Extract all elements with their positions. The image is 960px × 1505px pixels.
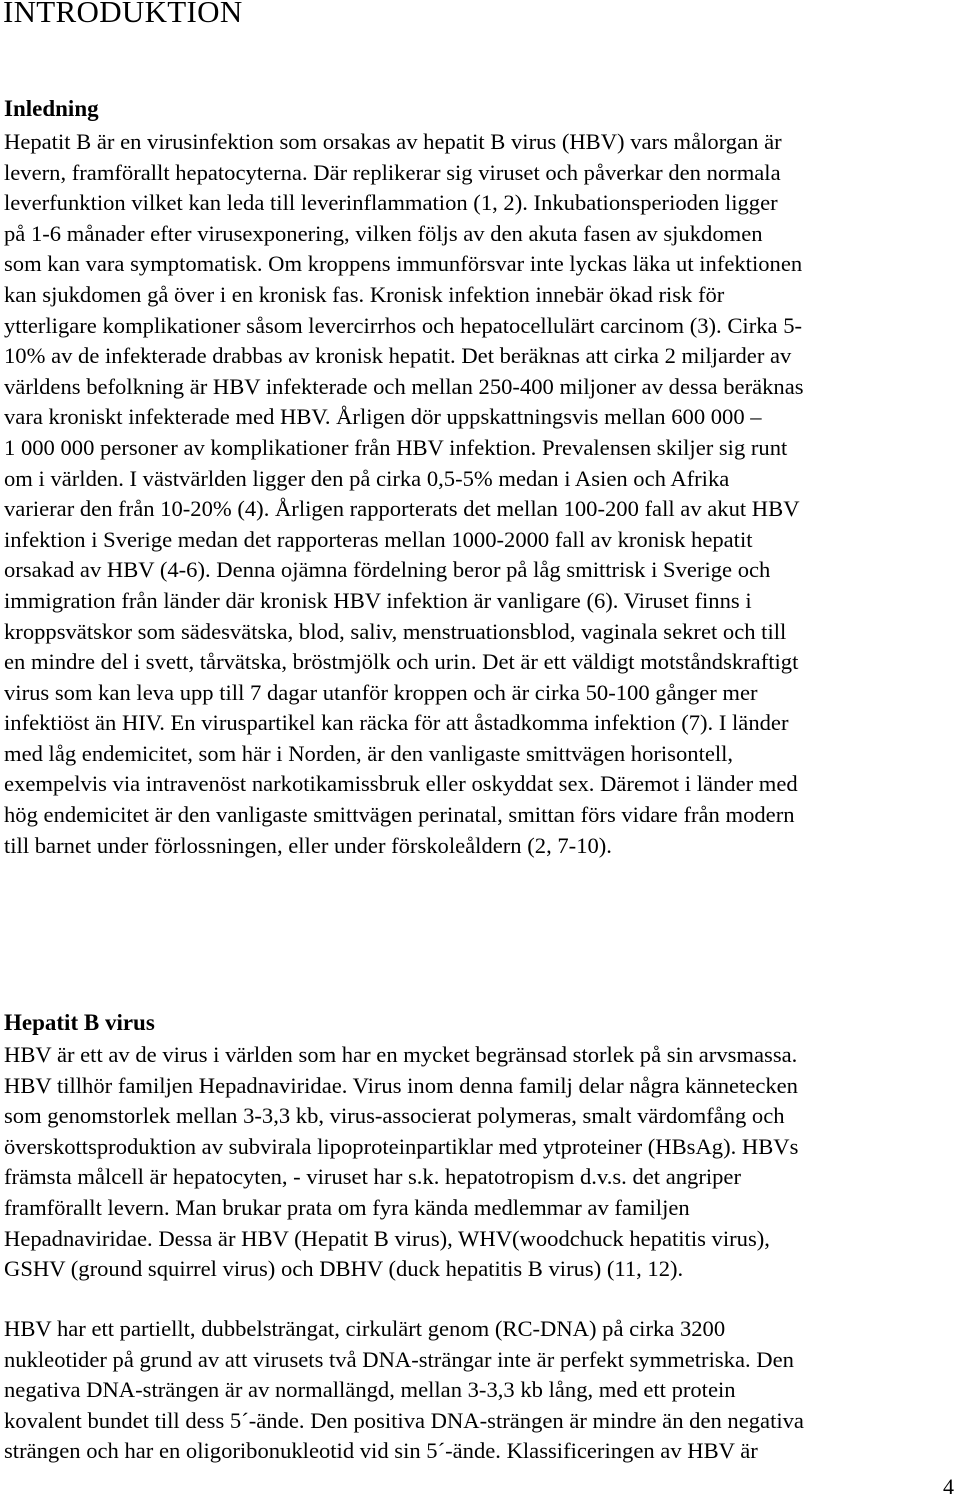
text-line: som genomstorlek mellan 3-3,3 kb, virus-associerat polymeras, smalt värdomfång och	[4, 1103, 785, 1129]
section-heading-inledning: Inledning	[4, 96, 99, 121]
text-line: kovalent bundet till dess 5´-ände. Den positiva DNA-strängen är mindre än den negativa	[4, 1407, 804, 1433]
text-line: kroppsvätskor som sädesvätska, blod, saliv, menstruationsblod, vaginala sekret och till	[4, 618, 787, 644]
text-line: exempelvis via intravenöst narkotikamissbruk eller oskyddat sex. Däremot i länder med	[4, 771, 798, 797]
text-line: om i världen. I västvärlden ligger den på cirka 0,5-5% medan i Asien och Afrika	[4, 465, 730, 491]
text-line: nukleotider på grund av att virusets två DNA-strängar inte är perfekt symmetriska. Den	[4, 1346, 794, 1372]
text-line: en mindre del i svett, tårvätska, bröstmjölk och urin. Det är ett väldigt motståndskraftigt	[4, 649, 799, 675]
text-line: varierar den från 10-20% (4). Årligen rapporterats det mellan 100-200 fall av akut HBV	[4, 496, 800, 522]
section-heading-hepatit-b-virus: Hepatit B virus	[4, 1010, 155, 1035]
text-line: till barnet under förlossningen, eller under förskoleåldern (2, 7-10).	[4, 832, 612, 858]
text-line: orsakad av HBV (4-6). Denna ojämna fördelning beror på låg smittrisk i Sverige och	[4, 557, 771, 583]
text-line: immigration från länder där kronisk HBV infektion är vanligare (6). Viruset finns i	[4, 587, 752, 613]
text-line: infektion i Sverige medan det rapporteras mellan 1000-2000 fall av kronisk hepatit	[4, 526, 753, 552]
text-line: kan sjukdomen gå över i en kronisk fas. Kronisk infektion innebär ökad risk för	[4, 281, 725, 307]
text-line: som kan vara symptomatisk. Om kroppens immunförsvar inte lyckas läka ut infektionen	[4, 251, 803, 277]
text-line: leverfunktion vilket kan leda till leverinflammation (1, 2). Inkubationsperioden ligger	[4, 190, 778, 216]
text-line: Hepadnaviridae. Dessa är HBV (Hepatit B virus), WHV(woodchuck hepatitis virus),	[4, 1225, 770, 1251]
text-line: världens befolkning är HBV infekterade och mellan 250-400 miljoner av dessa beräknas	[4, 373, 804, 399]
text-line: GSHV (ground squirrel virus) och DBHV (duck hepatitis B virus) (11, 12).	[4, 1256, 684, 1282]
text-line: ytterligare komplikationer såsom levercirrhos och hepatocellulärt carcinom (3). Cirka 5-	[4, 312, 803, 338]
text-line: virus som kan leva upp till 7 dagar utanför kroppen och är cirka 50-100 gånger mer	[4, 679, 758, 705]
chapter-title: INTRODUKTION	[3, 0, 243, 29]
text-line: 10% av de infekterade drabbas av kronisk hepatit. Det beräknas att cirka 2 miljarder av	[4, 343, 792, 369]
paragraph-hepatit-b-virus-2	[4, 1314, 960, 1467]
text-line: 1 000 000 personer av komplikationer från HBV infektion. Prevalensen skiljer sig runt	[4, 434, 788, 460]
text-line: framförallt levern. Man brukar prata om fyra kända medlemmar av familjen	[4, 1194, 690, 1220]
text-line: Hepatit B är en virusinfektion som orsakas av hepatit B virus (HBV) vars målorgan är	[4, 129, 782, 154]
text-line: HBV har ett partiellt, dubbelsträngat, cirkulärt genom (RC-DNA) på cirka 3200	[4, 1316, 726, 1341]
paragraph-hepatit-b-virus-1	[4, 1040, 960, 1285]
text-line: negativa DNA-strängen är av normallängd, mellan 3-3,3 kb lång, med ett protein	[4, 1377, 736, 1403]
page-number: 4	[943, 1474, 954, 1499]
paragraph-inledning	[4, 127, 960, 861]
text-line: med låg endemicitet, som här i Norden, är den vanligaste smittvägen horisontell,	[4, 740, 734, 766]
text-line: vara kroniskt infekterade med HBV. Årligen dör uppskattningsvis mellan 600 000 –	[4, 404, 762, 430]
text-line: på 1-6 månader efter virusexponering, vilken följs av den akuta fasen av sjukdomen	[4, 220, 763, 246]
text-line: hög endemicitet är den vanligaste smittvägen perinatal, smittan förs vidare från modern	[4, 802, 795, 828]
text-line: strängen och har en oligoribonukleotid vid sin 5´-ände. Klassificeringen av HBV är	[4, 1438, 758, 1464]
text-line: främsta målcell är hepatocyten, - viruset har s.k. hepatotropism d.v.s. det angriper	[4, 1164, 741, 1190]
text-line: HBV är ett av de virus i världen som har en mycket begränsad storlek på sin arvsmassa.	[4, 1042, 798, 1067]
text-line: levern, framförallt hepatocyterna. Där replikerar sig viruset och påverkar den normala	[4, 159, 781, 185]
text-line: överskottsproduktion av subvirala lipoproteinpartiklar med ytproteiner (HBsAg). HBVs	[4, 1133, 799, 1159]
text-line: infektiöst än HIV. En viruspartikel kan räcka för att åstadkomma infektion (7). I länder	[4, 710, 789, 736]
text-line: HBV tillhör familjen Hepadnaviridae. Virus inom denna familj delar några kännetecken	[4, 1072, 798, 1098]
